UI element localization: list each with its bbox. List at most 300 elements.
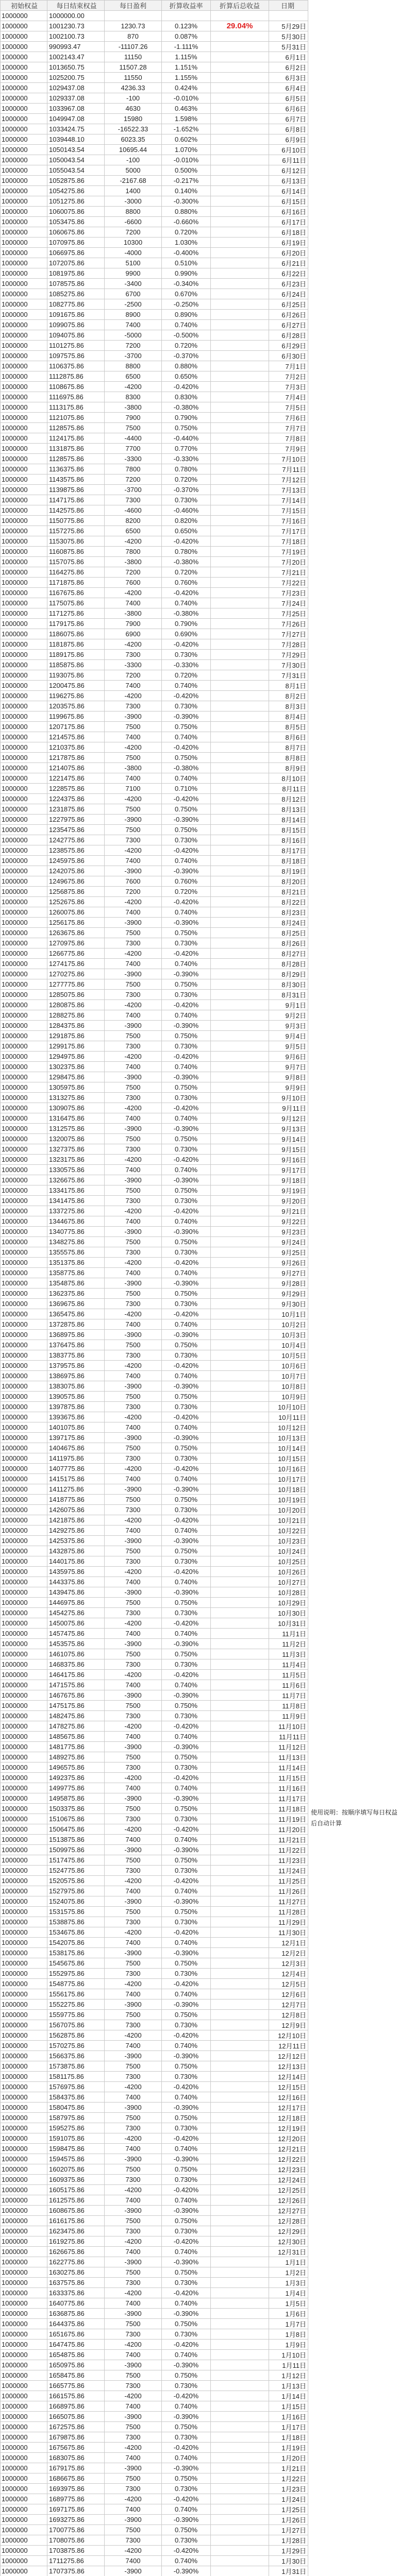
cell-daily-profit[interactable]: 10695.44 bbox=[105, 145, 162, 155]
cell-initial-equity[interactable]: 1000000 bbox=[1, 1855, 47, 1866]
cell-daily-profit[interactable]: 6500 bbox=[105, 526, 162, 536]
cell-date[interactable]: 6月18日 bbox=[269, 227, 308, 238]
cell-daily-profit[interactable]: -3900 bbox=[105, 2515, 162, 2525]
cell-total-return[interactable] bbox=[211, 1052, 269, 1062]
cell-daily-profit[interactable]: 7400 bbox=[105, 320, 162, 330]
cell-daily-profit[interactable]: 7400 bbox=[105, 2556, 162, 2566]
cell-date[interactable]: 8月12日 bbox=[269, 794, 308, 804]
cell-date[interactable]: 11月20日 bbox=[269, 1824, 308, 1835]
cell-date[interactable]: 7月12日 bbox=[269, 474, 308, 485]
cell-date[interactable]: 9月11日 bbox=[269, 1103, 308, 1113]
cell-initial-equity[interactable]: 1000000 bbox=[1, 2556, 47, 2566]
cell-return-rate[interactable]: -0.420% bbox=[162, 2340, 211, 2350]
cell-daily-profit[interactable]: -4200 bbox=[105, 2391, 162, 2401]
cell-date[interactable]: 12月11日 bbox=[269, 2041, 308, 2051]
cell-initial-equity[interactable]: 1000000 bbox=[1, 866, 47, 876]
cell-initial-equity[interactable]: 1000000 bbox=[1, 2092, 47, 2103]
cell-daily-profit[interactable]: 7400 bbox=[105, 1629, 162, 1639]
cell-daily-profit[interactable]: 7500 bbox=[105, 1649, 162, 1659]
cell-daily-profit[interactable]: 7400 bbox=[105, 681, 162, 691]
cell-return-rate[interactable]: 0.730% bbox=[162, 1505, 211, 1515]
cell-end-equity[interactable]: 1369675.86 bbox=[47, 1299, 105, 1309]
cell-end-equity[interactable]: 1256175.86 bbox=[47, 918, 105, 928]
cell-initial-equity[interactable]: 1000000 bbox=[1, 21, 47, 31]
cell-date[interactable]: 8月7日 bbox=[269, 742, 308, 753]
cell-initial-equity[interactable]: 1000000 bbox=[1, 1289, 47, 1299]
cell-daily-profit[interactable]: 7400 bbox=[105, 1835, 162, 1845]
cell-return-rate[interactable]: -1.652% bbox=[162, 124, 211, 134]
cell-initial-equity[interactable]: 1000000 bbox=[1, 691, 47, 701]
cell-date[interactable]: 7月10日 bbox=[269, 454, 308, 464]
cell-end-equity[interactable]: 1386975.86 bbox=[47, 1371, 105, 1381]
cell-total-return[interactable] bbox=[211, 856, 269, 866]
cell-date[interactable]: 8月3日 bbox=[269, 701, 308, 711]
cell-date[interactable]: 12月5日 bbox=[269, 1979, 308, 1989]
cell-date[interactable]: 9月10日 bbox=[269, 1093, 308, 1103]
cell-total-return[interactable] bbox=[211, 959, 269, 969]
cell-return-rate[interactable]: 0.750% bbox=[162, 1237, 211, 1247]
cell-return-rate[interactable]: -0.500% bbox=[162, 330, 211, 341]
cell-initial-equity[interactable]: 1000000 bbox=[1, 897, 47, 907]
cell-date[interactable]: 6月11日 bbox=[269, 155, 308, 165]
cell-total-return[interactable] bbox=[211, 1299, 269, 1309]
cell-date[interactable]: 1月23日 bbox=[269, 2484, 308, 2494]
cell-daily-profit[interactable]: -3900 bbox=[105, 1072, 162, 1082]
cell-date[interactable]: 6月15日 bbox=[269, 196, 308, 207]
cell-date[interactable]: 12月23日 bbox=[269, 2164, 308, 2175]
cell-return-rate[interactable]: 0.730% bbox=[162, 835, 211, 845]
cell-date[interactable]: 6月4日 bbox=[269, 83, 308, 93]
cell-initial-equity[interactable]: 1000000 bbox=[1, 1227, 47, 1237]
cell-end-equity[interactable]: 1164275.86 bbox=[47, 567, 105, 578]
cell-date[interactable]: 12月28日 bbox=[269, 2216, 308, 2226]
cell-return-rate[interactable]: -0.390% bbox=[162, 866, 211, 876]
cell-total-return[interactable] bbox=[211, 42, 269, 52]
cell-return-rate[interactable]: 0.760% bbox=[162, 578, 211, 588]
cell-end-equity[interactable]: 1358775.86 bbox=[47, 1268, 105, 1278]
cell-return-rate[interactable]: -0.340% bbox=[162, 279, 211, 289]
cell-return-rate[interactable]: -0.420% bbox=[162, 1052, 211, 1062]
cell-end-equity[interactable]: 1510675.86 bbox=[47, 1814, 105, 1824]
cell-return-rate[interactable]: 0.740% bbox=[162, 2298, 211, 2309]
cell-end-equity[interactable]: 1623475.86 bbox=[47, 2226, 105, 2236]
cell-total-return[interactable] bbox=[211, 474, 269, 485]
cell-return-rate[interactable]: -0.380% bbox=[162, 608, 211, 619]
cell-end-equity[interactable]: 1527975.86 bbox=[47, 1886, 105, 1896]
cell-initial-equity[interactable]: 1000000 bbox=[1, 2133, 47, 2144]
cell-date[interactable]: 11月5日 bbox=[269, 1670, 308, 1680]
cell-total-return[interactable] bbox=[211, 1866, 269, 1876]
cell-return-rate[interactable]: -0.420% bbox=[162, 639, 211, 650]
cell-initial-equity[interactable]: 1000000 bbox=[1, 1577, 47, 1587]
cell-end-equity[interactable]: 1108675.86 bbox=[47, 382, 105, 392]
cell-date[interactable]: 11月12日 bbox=[269, 1742, 308, 1752]
cell-daily-profit[interactable]: -3900 bbox=[105, 2206, 162, 2216]
cell-initial-equity[interactable]: 1000000 bbox=[1, 1618, 47, 1629]
cell-daily-profit[interactable]: -3800 bbox=[105, 763, 162, 773]
cell-total-return[interactable] bbox=[211, 2340, 269, 2350]
cell-daily-profit[interactable]: -4200 bbox=[105, 588, 162, 598]
cell-return-rate[interactable]: -0.390% bbox=[162, 1845, 211, 1855]
cell-total-return[interactable] bbox=[211, 1072, 269, 1082]
cell-initial-equity[interactable]: 1000000 bbox=[1, 320, 47, 330]
cell-date[interactable]: 6月2日 bbox=[269, 62, 308, 73]
cell-end-equity[interactable]: 1305975.86 bbox=[47, 1082, 105, 1093]
cell-date[interactable]: 7月21日 bbox=[269, 567, 308, 578]
cell-date[interactable]: 6月24日 bbox=[269, 289, 308, 299]
cell-daily-profit[interactable]: 7300 bbox=[105, 1505, 162, 1515]
cell-return-rate[interactable]: 0.730% bbox=[162, 2175, 211, 2185]
cell-return-rate[interactable]: -0.390% bbox=[162, 1175, 211, 1185]
cell-return-rate[interactable]: 0.740% bbox=[162, 2350, 211, 2360]
cell-daily-profit[interactable]: -4200 bbox=[105, 1670, 162, 1680]
cell-total-return[interactable] bbox=[211, 1515, 269, 1526]
cell-total-return[interactable] bbox=[211, 124, 269, 134]
cell-initial-equity[interactable]: 1000000 bbox=[1, 361, 47, 371]
cell-end-equity[interactable]: 1651675.86 bbox=[47, 2329, 105, 2340]
cell-end-equity[interactable]: 1341475.86 bbox=[47, 1196, 105, 1206]
cell-initial-equity[interactable]: 1000000 bbox=[1, 2298, 47, 2309]
cell-initial-equity[interactable]: 1000000 bbox=[1, 1422, 47, 1433]
cell-total-return[interactable] bbox=[211, 1330, 269, 1340]
cell-date[interactable]: 11月27日 bbox=[269, 1896, 308, 1907]
cell-total-return[interactable] bbox=[211, 330, 269, 341]
cell-daily-profit[interactable]: -4200 bbox=[105, 1876, 162, 1886]
cell-date[interactable]: 9月15日 bbox=[269, 1144, 308, 1155]
cell-return-rate[interactable]: -0.390% bbox=[162, 1227, 211, 1237]
cell-date[interactable]: 12月12日 bbox=[269, 2051, 308, 2061]
cell-total-return[interactable] bbox=[211, 52, 269, 62]
cell-end-equity[interactable]: 1407775.86 bbox=[47, 1464, 105, 1474]
cell-return-rate[interactable]: 1.115% bbox=[162, 52, 211, 62]
cell-end-equity[interactable]: 1397875.86 bbox=[47, 1402, 105, 1412]
cell-end-equity[interactable]: 1538875.86 bbox=[47, 1917, 105, 1927]
cell-total-return[interactable] bbox=[211, 1649, 269, 1659]
cell-total-return[interactable] bbox=[211, 1618, 269, 1629]
cell-daily-profit[interactable]: 7300 bbox=[105, 701, 162, 711]
cell-return-rate[interactable]: 0.730% bbox=[162, 2123, 211, 2133]
cell-total-return[interactable] bbox=[211, 1680, 269, 1690]
cell-daily-profit[interactable]: 7600 bbox=[105, 578, 162, 588]
cell-date[interactable]: 9月6日 bbox=[269, 1052, 308, 1062]
cell-end-equity[interactable]: 1492375.86 bbox=[47, 1773, 105, 1783]
cell-end-equity[interactable]: 1153075.86 bbox=[47, 536, 105, 547]
cell-initial-equity[interactable]: 1000000 bbox=[1, 2401, 47, 2412]
cell-end-equity[interactable]: 1587975.86 bbox=[47, 2113, 105, 2123]
cell-return-rate[interactable]: 0.740% bbox=[162, 1216, 211, 1227]
cell-date[interactable]: 1月8日 bbox=[269, 2329, 308, 2340]
cell-total-return[interactable] bbox=[211, 1845, 269, 1855]
cell-daily-profit[interactable]: -4200 bbox=[105, 1721, 162, 1732]
cell-daily-profit[interactable]: 7500 bbox=[105, 1804, 162, 1814]
cell-total-return[interactable] bbox=[211, 763, 269, 773]
cell-date[interactable]: 1月12日 bbox=[269, 2370, 308, 2381]
cell-date[interactable]: 12月16日 bbox=[269, 2092, 308, 2103]
cell-daily-profit[interactable]: 7500 bbox=[105, 1340, 162, 1350]
cell-date[interactable]: 11月14日 bbox=[269, 1762, 308, 1773]
cell-initial-equity[interactable]: 1000000 bbox=[1, 371, 47, 382]
cell-initial-equity[interactable]: 1000000 bbox=[1, 1680, 47, 1690]
cell-date[interactable]: 9月8日 bbox=[269, 1072, 308, 1082]
cell-return-rate[interactable]: 0.740% bbox=[162, 959, 211, 969]
cell-return-rate[interactable]: -0.390% bbox=[162, 1948, 211, 1958]
cell-total-return[interactable] bbox=[211, 670, 269, 681]
cell-date[interactable]: 6月22日 bbox=[269, 268, 308, 279]
cell-end-equity[interactable]: 1485675.86 bbox=[47, 1732, 105, 1742]
cell-end-equity[interactable]: 1001230.73 bbox=[47, 21, 105, 31]
cell-end-equity[interactable]: 1072075.86 bbox=[47, 258, 105, 268]
cell-end-equity[interactable]: 1552975.86 bbox=[47, 1969, 105, 1979]
cell-total-return[interactable] bbox=[211, 2123, 269, 2133]
cell-return-rate[interactable]: 0.730% bbox=[162, 1299, 211, 1309]
cell-initial-equity[interactable]: 1000000 bbox=[1, 1515, 47, 1526]
cell-total-return[interactable] bbox=[211, 1639, 269, 1649]
cell-total-return[interactable] bbox=[211, 887, 269, 897]
cell-return-rate[interactable]: 0.880% bbox=[162, 361, 211, 371]
cell-initial-equity[interactable]: 1000000 bbox=[1, 2319, 47, 2329]
cell-return-rate[interactable]: 0.740% bbox=[162, 2041, 211, 2051]
cell-date[interactable]: 11月2日 bbox=[269, 1639, 308, 1649]
cell-end-equity[interactable]: 1520575.86 bbox=[47, 1876, 105, 1886]
cell-daily-profit[interactable]: -100 bbox=[105, 155, 162, 165]
cell-initial-equity[interactable]: 1000000 bbox=[1, 1546, 47, 1556]
cell-daily-profit[interactable]: -3900 bbox=[105, 2257, 162, 2267]
cell-daily-profit[interactable]: -4200 bbox=[105, 1567, 162, 1577]
cell-total-return[interactable] bbox=[211, 1855, 269, 1866]
cell-daily-profit[interactable]: -4600 bbox=[105, 505, 162, 516]
cell-return-rate[interactable]: -0.390% bbox=[162, 815, 211, 825]
cell-return-rate[interactable]: -0.420% bbox=[162, 2185, 211, 2195]
cell-total-return[interactable] bbox=[211, 1762, 269, 1773]
cell-date[interactable]: 11月25日 bbox=[269, 1876, 308, 1886]
cell-return-rate[interactable]: 0.730% bbox=[162, 1453, 211, 1464]
cell-return-rate[interactable]: 0.730% bbox=[162, 938, 211, 948]
cell-daily-profit[interactable]: 7300 bbox=[105, 1556, 162, 1567]
cell-initial-equity[interactable]: 1000000 bbox=[1, 660, 47, 670]
cell-daily-profit[interactable]: 7300 bbox=[105, 2020, 162, 2030]
cell-daily-profit[interactable]: 8200 bbox=[105, 516, 162, 526]
cell-return-rate[interactable]: -0.420% bbox=[162, 2082, 211, 2092]
cell-daily-profit[interactable]: -3900 bbox=[105, 1793, 162, 1804]
cell-return-rate[interactable]: -0.390% bbox=[162, 1742, 211, 1752]
cell-initial-equity[interactable]: 1000000 bbox=[1, 2072, 47, 2082]
cell-date[interactable]: 12月4日 bbox=[269, 1969, 308, 1979]
cell-initial-equity[interactable]: 1000000 bbox=[1, 165, 47, 176]
cell-return-rate[interactable]: 0.750% bbox=[162, 722, 211, 732]
cell-initial-equity[interactable]: 1000000 bbox=[1, 1804, 47, 1814]
cell-date[interactable]: 7月24日 bbox=[269, 598, 308, 608]
cell-total-return[interactable] bbox=[211, 784, 269, 794]
cell-daily-profit[interactable]: 7300 bbox=[105, 1196, 162, 1206]
cell-date[interactable]: 6月10日 bbox=[269, 145, 308, 155]
cell-initial-equity[interactable]: 1000000 bbox=[1, 794, 47, 804]
cell-end-equity[interactable]: 1616175.86 bbox=[47, 2216, 105, 2226]
cell-return-rate[interactable]: -0.420% bbox=[162, 2546, 211, 2556]
cell-return-rate[interactable]: 0.750% bbox=[162, 1855, 211, 1866]
cell-date[interactable]: 9月7日 bbox=[269, 1062, 308, 1072]
cell-initial-equity[interactable]: 1000000 bbox=[1, 2432, 47, 2443]
cell-end-equity[interactable]: 1309075.86 bbox=[47, 1103, 105, 1113]
cell-date[interactable]: 12月8日 bbox=[269, 2010, 308, 2020]
cell-total-return[interactable] bbox=[211, 1289, 269, 1299]
cell-end-equity[interactable]: 1538175.86 bbox=[47, 1948, 105, 1958]
cell-date[interactable]: 11月7日 bbox=[269, 1690, 308, 1701]
cell-end-equity[interactable]: 1531575.86 bbox=[47, 1907, 105, 1917]
cell-daily-profit[interactable]: 7300 bbox=[105, 1299, 162, 1309]
cell-date[interactable]: 6月20日 bbox=[269, 248, 308, 258]
cell-return-rate[interactable]: -0.390% bbox=[162, 2515, 211, 2525]
cell-end-equity[interactable]: 1689775.86 bbox=[47, 2494, 105, 2504]
cell-end-equity[interactable]: 1214575.86 bbox=[47, 732, 105, 742]
cell-initial-equity[interactable]: 1000000 bbox=[1, 938, 47, 948]
cell-date[interactable]: 10月19日 bbox=[269, 1495, 308, 1505]
cell-initial-equity[interactable]: 1000000 bbox=[1, 1124, 47, 1134]
cell-daily-profit[interactable]: 11550 bbox=[105, 73, 162, 83]
cell-date[interactable]: 10月12日 bbox=[269, 1422, 308, 1433]
cell-daily-profit[interactable]: -3900 bbox=[105, 1690, 162, 1701]
cell-end-equity[interactable]: 1207175.86 bbox=[47, 722, 105, 732]
cell-end-equity[interactable]: 1039448.10 bbox=[47, 134, 105, 145]
cell-total-return[interactable] bbox=[211, 2556, 269, 2566]
cell-date[interactable]: 7月30日 bbox=[269, 660, 308, 670]
cell-daily-profit[interactable]: -3900 bbox=[105, 1124, 162, 1134]
cell-date[interactable]: 12月21日 bbox=[269, 2144, 308, 2154]
cell-total-return[interactable] bbox=[211, 701, 269, 711]
cell-end-equity[interactable]: 1640775.86 bbox=[47, 2298, 105, 2309]
cell-total-return[interactable] bbox=[211, 2195, 269, 2206]
cell-total-return[interactable] bbox=[211, 526, 269, 536]
cell-return-rate[interactable]: 0.740% bbox=[162, 1165, 211, 1175]
cell-date[interactable]: 12月31日 bbox=[269, 2247, 308, 2257]
cell-daily-profit[interactable]: 7200 bbox=[105, 341, 162, 351]
cell-total-return[interactable] bbox=[211, 1350, 269, 1361]
cell-date[interactable]: 7月6日 bbox=[269, 413, 308, 423]
cell-daily-profit[interactable]: 7400 bbox=[105, 2144, 162, 2154]
cell-return-rate[interactable]: 0.730% bbox=[162, 1917, 211, 1927]
cell-initial-equity[interactable]: 1000000 bbox=[1, 1484, 47, 1495]
cell-date[interactable]: 12月27日 bbox=[269, 2206, 308, 2216]
cell-end-equity[interactable]: 1421875.86 bbox=[47, 1515, 105, 1526]
cell-total-return[interactable] bbox=[211, 1103, 269, 1113]
cell-return-rate[interactable]: 0.750% bbox=[162, 804, 211, 815]
cell-initial-equity[interactable]: 1000000 bbox=[1, 2278, 47, 2288]
cell-initial-equity[interactable]: 1000000 bbox=[1, 2381, 47, 2391]
cell-daily-profit[interactable]: -3900 bbox=[105, 1845, 162, 1855]
cell-total-return[interactable] bbox=[211, 1134, 269, 1144]
cell-return-rate[interactable]: -0.390% bbox=[162, 1433, 211, 1443]
cell-daily-profit[interactable]: 7500 bbox=[105, 1495, 162, 1505]
cell-daily-profit[interactable]: -3900 bbox=[105, 1999, 162, 2010]
cell-initial-equity[interactable]: 1000000 bbox=[1, 1896, 47, 1907]
cell-initial-equity[interactable]: 1000000 bbox=[1, 711, 47, 722]
cell-return-rate[interactable]: 0.740% bbox=[162, 1680, 211, 1690]
cell-return-rate[interactable]: -0.390% bbox=[162, 1639, 211, 1649]
cell-date[interactable]: 10月16日 bbox=[269, 1464, 308, 1474]
cell-initial-equity[interactable]: 1000000 bbox=[1, 1999, 47, 2010]
cell-date[interactable]: 10月21日 bbox=[269, 1515, 308, 1526]
cell-daily-profit[interactable]: -2167.68 bbox=[105, 176, 162, 186]
cell-end-equity[interactable]: 1461075.86 bbox=[47, 1649, 105, 1659]
cell-daily-profit[interactable]: -3900 bbox=[105, 1021, 162, 1031]
cell-return-rate[interactable]: -0.420% bbox=[162, 1206, 211, 1216]
cell-daily-profit[interactable]: -3900 bbox=[105, 815, 162, 825]
cell-date[interactable]: 11月10日 bbox=[269, 1721, 308, 1732]
cell-end-equity[interactable]: 1362375.86 bbox=[47, 1289, 105, 1299]
cell-return-rate[interactable]: 0.740% bbox=[162, 1268, 211, 1278]
cell-initial-equity[interactable]: 1000000 bbox=[1, 1752, 47, 1762]
cell-initial-equity[interactable]: 1000000 bbox=[1, 2422, 47, 2432]
cell-total-return[interactable] bbox=[211, 299, 269, 310]
cell-initial-equity[interactable]: 1000000 bbox=[1, 1206, 47, 1216]
cell-initial-equity[interactable]: 1000000 bbox=[1, 2226, 47, 2236]
cell-initial-equity[interactable]: 1000000 bbox=[1, 979, 47, 990]
cell-initial-equity[interactable]: 1000000 bbox=[1, 619, 47, 629]
cell-return-rate[interactable]: 0.730% bbox=[162, 1350, 211, 1361]
cell-total-return[interactable] bbox=[211, 423, 269, 433]
cell-daily-profit[interactable]: 7700 bbox=[105, 444, 162, 454]
cell-total-return[interactable] bbox=[211, 608, 269, 619]
cell-total-return[interactable] bbox=[211, 1793, 269, 1804]
cell-return-rate[interactable]: 0.740% bbox=[162, 1783, 211, 1793]
cell-date[interactable]: 1月19日 bbox=[269, 2443, 308, 2453]
cell-end-equity[interactable]: 1344675.86 bbox=[47, 1216, 105, 1227]
cell-daily-profit[interactable]: -3000 bbox=[105, 196, 162, 207]
cell-date[interactable]: 9月5日 bbox=[269, 1041, 308, 1052]
cell-initial-equity[interactable]: 1000000 bbox=[1, 1495, 47, 1505]
cell-date[interactable]: 9月2日 bbox=[269, 1010, 308, 1021]
cell-date[interactable]: 8月2日 bbox=[269, 691, 308, 701]
cell-return-rate[interactable]: 0.750% bbox=[162, 1134, 211, 1144]
cell-end-equity[interactable]: 1567075.86 bbox=[47, 2020, 105, 2030]
cell-daily-profit[interactable]: -5000 bbox=[105, 330, 162, 341]
cell-daily-profit[interactable]: -4200 bbox=[105, 691, 162, 701]
cell-end-equity[interactable]: 1626675.86 bbox=[47, 2247, 105, 2257]
cell-end-equity[interactable]: 1235475.86 bbox=[47, 825, 105, 835]
cell-date[interactable]: 10月22日 bbox=[269, 1526, 308, 1536]
cell-total-return[interactable] bbox=[211, 897, 269, 907]
cell-total-return[interactable] bbox=[211, 948, 269, 959]
cell-total-return[interactable] bbox=[211, 351, 269, 361]
cell-end-equity[interactable]: 1432875.86 bbox=[47, 1546, 105, 1556]
cell-end-equity[interactable]: 1334175.86 bbox=[47, 1185, 105, 1196]
cell-date[interactable]: 7月27日 bbox=[269, 629, 308, 639]
cell-return-rate[interactable]: 0.740% bbox=[162, 2556, 211, 2566]
cell-total-return[interactable] bbox=[211, 1216, 269, 1227]
header-daily-profit[interactable]: 每日盈利 bbox=[105, 1, 162, 11]
cell-total-return[interactable] bbox=[211, 845, 269, 856]
cell-total-return[interactable] bbox=[211, 1721, 269, 1732]
cell-return-rate[interactable]: 0.750% bbox=[162, 1340, 211, 1350]
cell-total-return[interactable] bbox=[211, 1000, 269, 1010]
cell-total-return[interactable] bbox=[211, 1041, 269, 1052]
cell-return-rate[interactable]: -0.420% bbox=[162, 2288, 211, 2298]
cell-return-rate[interactable]: 0.750% bbox=[162, 1752, 211, 1762]
cell-daily-profit[interactable]: 7500 bbox=[105, 1598, 162, 1608]
cell-end-equity[interactable]: 1404675.86 bbox=[47, 1443, 105, 1453]
cell-date[interactable]: 1月26日 bbox=[269, 2515, 308, 2525]
cell-end-equity[interactable]: 1672575.86 bbox=[47, 2422, 105, 2432]
cell-daily-profit[interactable]: 5100 bbox=[105, 258, 162, 268]
cell-initial-equity[interactable]: 1000000 bbox=[1, 1701, 47, 1711]
cell-initial-equity[interactable]: 1000000 bbox=[1, 1278, 47, 1289]
cell-return-rate[interactable]: 0.750% bbox=[162, 2422, 211, 2432]
cell-total-return[interactable] bbox=[211, 1577, 269, 1587]
cell-initial-equity[interactable]: 1000000 bbox=[1, 2164, 47, 2175]
cell-total-return[interactable] bbox=[211, 2206, 269, 2216]
cell-total-return[interactable] bbox=[211, 93, 269, 104]
cell-total-return[interactable] bbox=[211, 557, 269, 567]
cell-date[interactable]: 12月9日 bbox=[269, 2020, 308, 2030]
